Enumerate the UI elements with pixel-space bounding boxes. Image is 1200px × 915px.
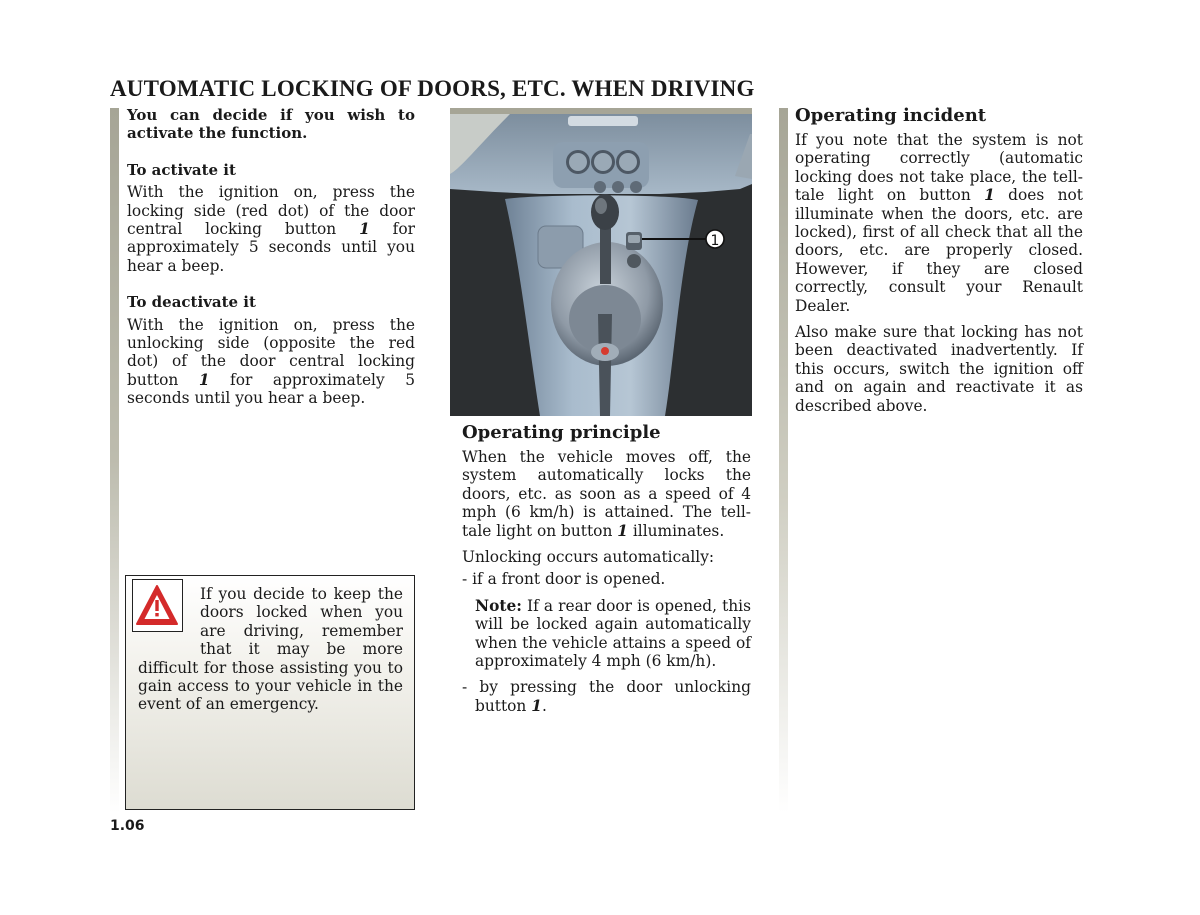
principle-paragraph: [462, 448, 751, 540]
button-1-ref: 1: [617, 521, 628, 540]
principle-text-before: When the vehicle moves off, the system automatically locks the doors, etc. as soon as a speed of 4 mph (6 km/h) is attained. The tell-tale light on button: [462, 448, 751, 540]
incident-text-after: does not illuminate when the doors, etc. are locked), first of all check that all the doors, etc. are properly closed. However, if they are closed correctly, consult your Renault Dealer.: [795, 186, 1083, 315]
note-label: Note:: [475, 596, 522, 615]
principle-text-after: illuminates.: [627, 521, 725, 540]
note-paragraph: [462, 597, 751, 671]
deactivate-heading: To deactivate it: [127, 293, 256, 312]
activate-text-before: With the ignition on, press the locking side (red dot) of the door central locking button: [127, 183, 415, 239]
unlocking-intro: Unlocking occurs automatically:: [462, 548, 715, 567]
button-1-ref: 1: [984, 186, 995, 205]
column-divider-left: [110, 108, 119, 813]
button-1-ref: 1: [531, 696, 542, 715]
column-operating-principle: [462, 422, 751, 715]
unlock-item-front-door: - if a front door is opened.: [462, 570, 666, 589]
gear-console-figure: [450, 114, 752, 416]
deactivate-text-after: for approximately 5 seconds until you hear a beep.: [127, 370, 415, 408]
column-operating-incident: [795, 105, 1083, 415]
page-number: 1.06: [110, 818, 145, 834]
warning-box: [125, 575, 415, 810]
unlock-item-button-end: .: [541, 696, 547, 715]
deactivate-text-before: With the ignition on, press the unlocking side (opposite the red dot) of the door central locking button: [127, 315, 415, 389]
warning-text: If you decide to keep the doors locked when you are driving, remember that it may be more difficult for those assisting you to gain access to your vehicle in the event of an emergency.: [138, 585, 403, 714]
incident-paragraph-2: Also make sure that locking has not been deactivated inadvertently. If this occurs, switch the ignition off and on again and reactivate it as described above.: [795, 323, 1083, 415]
deactivate-paragraph: [127, 316, 415, 408]
button-1-ref: 1: [198, 370, 210, 389]
warning-triangle-icon: [132, 579, 183, 632]
column-activation: [127, 106, 415, 408]
column-divider-right: [779, 108, 788, 813]
callout-label-1: 1: [710, 233, 720, 249]
operating-incident-heading: Operating incident: [795, 105, 987, 126]
unlock-item-button: [462, 678, 751, 715]
button-1-ref: 1: [359, 220, 370, 239]
activate-heading: To activate it: [127, 160, 236, 179]
intro-text: You can decide if you wish to activate the function.: [127, 106, 415, 143]
activate-paragraph: [127, 183, 415, 275]
page-title: AUTOMATIC LOCKING OF DOORS, ETC. WHEN DRIVING: [110, 76, 755, 101]
note-text: If a rear door is opened, this will be locked again automatically when the vehicle attains a speed of approximately 4 mph (6 km/h).: [475, 596, 751, 671]
operating-principle-heading: Operating principle: [462, 422, 661, 443]
activate-text-after: for approximately 5 seconds until you hear a beep.: [127, 220, 416, 275]
incident-text-before: If you note that the system is not operating correctly (automatic locking does not take place, the tell-tale light on button: [795, 131, 1083, 205]
unlock-item-button-text: - by pressing the door unlocking button: [462, 678, 751, 715]
incident-paragraph-1: [795, 131, 1083, 315]
